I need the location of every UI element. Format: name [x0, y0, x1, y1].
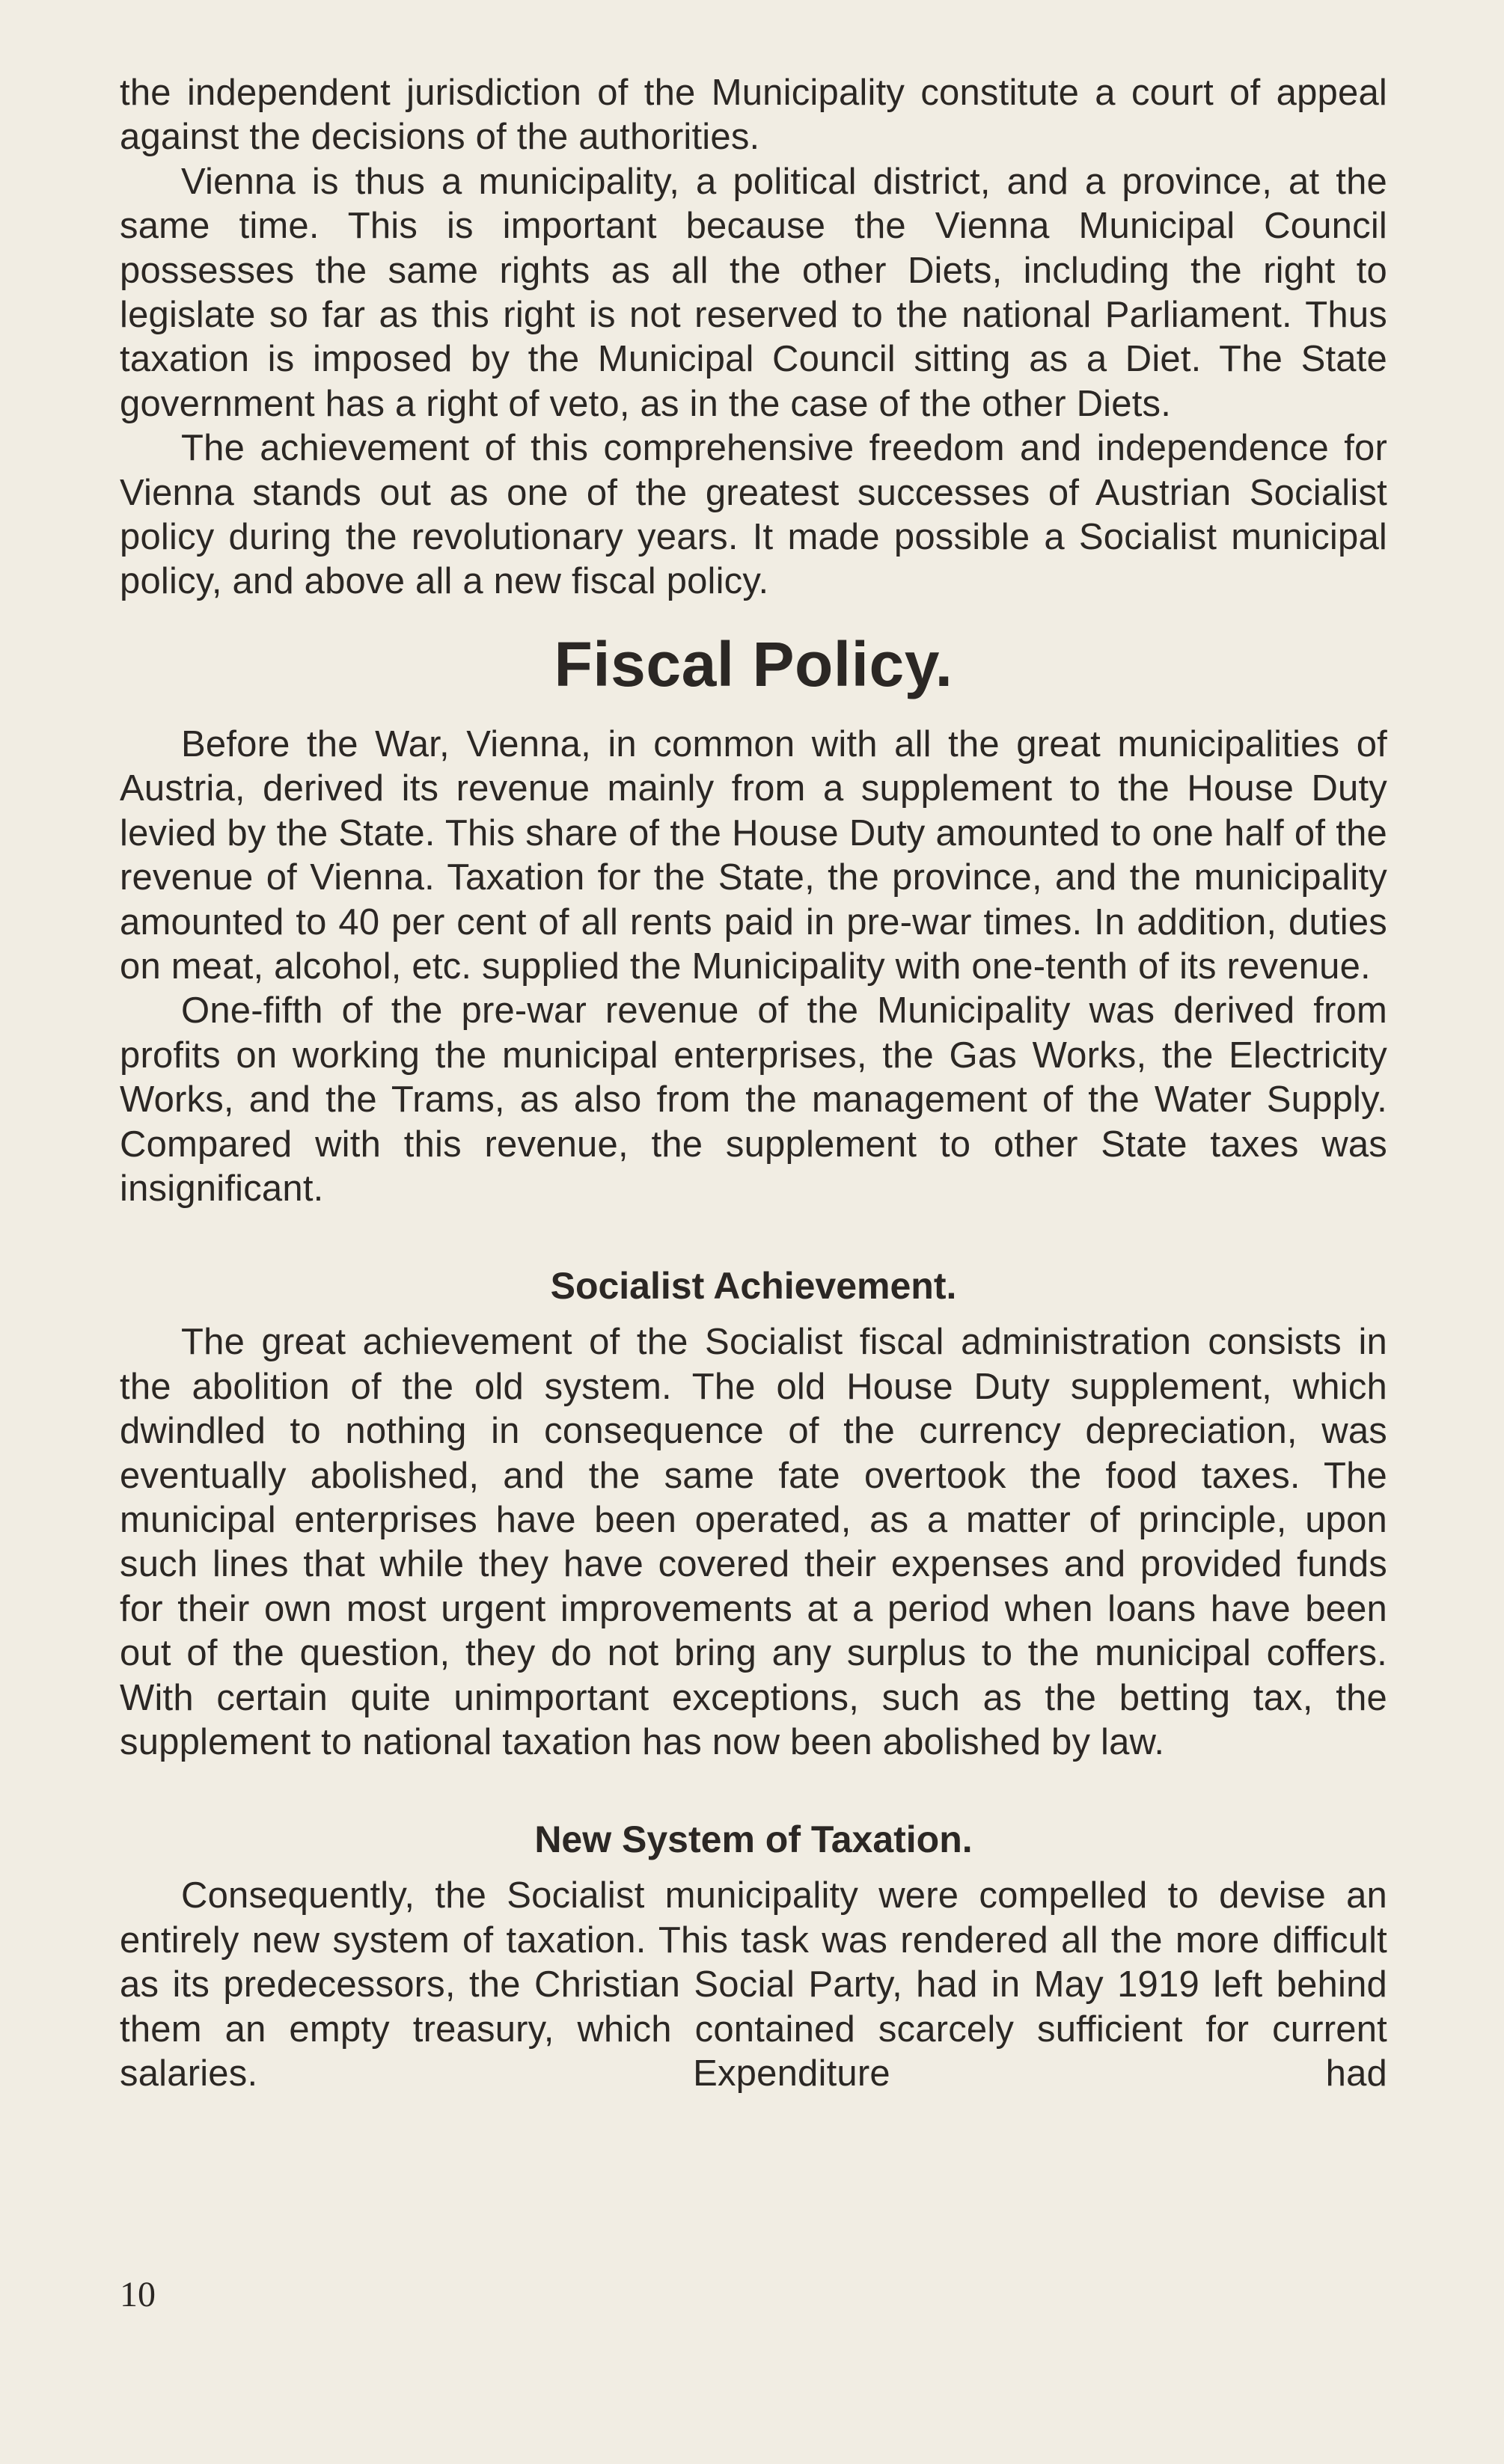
- intro-paragraph-3: The achievement of this comprehensive freedom and independence for Vienna stands out as one of the greatest successes of Austrian Socialist policy during the revolutionary years. It made possible a Socialist municipal policy, and above all a new fiscal policy.: [120, 428, 1387, 602]
- page-number: 10: [120, 2275, 156, 2314]
- fiscal-policy-paragraph-1: Before the War, Vienna, in common with all the great municipalities of Austria, derived its revenue mainly from a supplement to the House Duty levied by the State. This share of the House Duty amounted to one half of the revenue of Vienna. Taxation for the State, the province, and the municipality amounted to 40 per cent of all rents paid in pre-war times. In addition, duties on meat, alcohol, etc. supplied the Municipality with one-tenth of its revenue.: [120, 723, 1387, 987]
- new-system-heading: New System of Taxation.: [534, 1818, 973, 1861]
- intro-paragraph-2: Vienna is thus a municipality, a political district, and a province, at the same time. This is important because the Vienna Municipal Council possesses the same rights as all the other Diets, including the right to legislate so far as this right is not reserved to the national Parliament. Thus taxation is imposed by the Municipal Council sitting as a Diet. The State government has a right of veto, as in the case of the other Diets.: [120, 161, 1387, 424]
- socialist-achievement-paragraph: The great achievement of the Socialist fiscal administration consists in the abolition of the old system. The old House Duty supplement, which dwindled to nothing in consequence of the currency depreciation, was eventually abolished, and the same fate overtook the food taxes. The municipal enterprises have been operated, as a matter of principle, upon such lines that while they have covered their expenses and provided funds for their own most urgent improvements at a period when loans have been out of the question, they do not bring any surplus to the municipal coffers. With certain quite unimportant exceptions, such as the betting tax, the supplement to national taxation has now been abolished by law.: [120, 1322, 1387, 1762]
- fiscal-policy-heading: Fiscal Policy.: [554, 628, 953, 699]
- intro-paragraph-1: the independent jurisdiction of the Municipality constitute a court of appeal against the decisions of the authorities.: [120, 73, 1387, 158]
- new-system-paragraph: Consequently, the Socialist municipality were compelled to devise an entirely new system of taxation. This task was rendered all the more difficult as its predecessors, the Christian Social Party, had in May 1919 left behind them an empty treasury, which contained scarcely sufficient for current salaries. Expenditure had: [120, 1875, 1387, 2094]
- fiscal-policy-paragraph-2: One-fifth of the pre-war revenue of the Municipality was derived from profits on working the municipal enterprises, the Gas Works, the Electricity Works, and the Trams, as also from the management of the Water Supply. Compared with this revenue, the supplement to other State taxes was insignificant.: [120, 990, 1387, 1209]
- document-page: [120, 71, 1387, 2096]
- socialist-achievement-heading: Socialist Achievement.: [550, 1265, 957, 1308]
